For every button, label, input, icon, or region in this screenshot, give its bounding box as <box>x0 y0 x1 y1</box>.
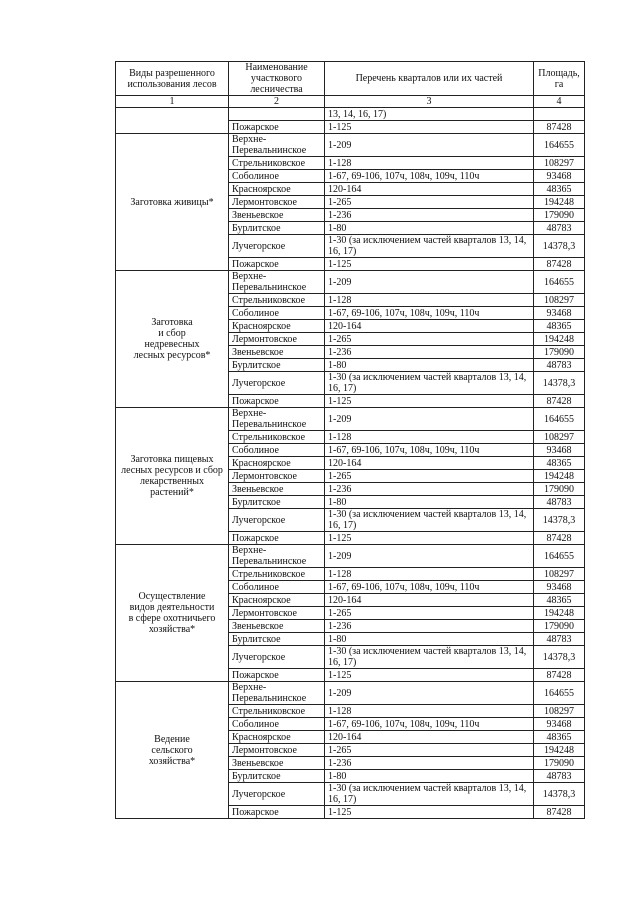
forestry-name-cell: Лермонтовское <box>229 196 325 209</box>
forestry-name-cell: Пожарское <box>229 532 325 545</box>
area-cell: 87428 <box>534 395 585 408</box>
quarters-cell: 13, 14, 16, 17) <box>325 108 534 121</box>
forestry-name-cell: Лучегорское <box>229 235 325 258</box>
table-row <box>116 134 585 157</box>
quarters-cell: 1-80 <box>325 222 534 235</box>
quarters-cell: 1-265 <box>325 196 534 209</box>
quarters-cell: 1-125 <box>325 395 534 408</box>
quarters-cell: 1-67, 69-106, 107ч, 108ч, 109ч, 110ч <box>325 444 534 457</box>
forestry-name-cell: Пожарское <box>229 121 325 134</box>
area-cell: 164655 <box>534 682 585 705</box>
area-cell: 48783 <box>534 633 585 646</box>
area-cell: 48365 <box>534 320 585 333</box>
forestry-name-cell: Звеньевское <box>229 346 325 359</box>
forestry-name-cell: Звеньевское <box>229 209 325 222</box>
area-cell: 194248 <box>534 470 585 483</box>
forestry-name-cell: Верхне-Перевальнинское <box>229 134 325 157</box>
use-type-cell <box>116 108 229 134</box>
area-cell: 48783 <box>534 359 585 372</box>
forestry-name-cell: Стрельниковское <box>229 568 325 581</box>
quarters-cell: 120-164 <box>325 594 534 607</box>
area-cell: 14378,3 <box>534 646 585 669</box>
forestry-name-cell: Красноярское <box>229 594 325 607</box>
header-area: Площадь, га <box>534 62 585 96</box>
quarters-cell: 1-128 <box>325 705 534 718</box>
forestry-name-cell: Стрельниковское <box>229 431 325 444</box>
quarters-cell: 1-125 <box>325 258 534 271</box>
area-cell: 87428 <box>534 121 585 134</box>
area-cell: 48365 <box>534 183 585 196</box>
area-cell: 93468 <box>534 170 585 183</box>
quarters-cell: 1-236 <box>325 757 534 770</box>
area-cell: 194248 <box>534 196 585 209</box>
use-type-label: Ведение сельского хозяйства* <box>148 733 196 767</box>
area-cell: 108297 <box>534 705 585 718</box>
forestry-name-cell: Верхне-Перевальнинское <box>229 408 325 431</box>
forestry-name-cell: Верхне-Перевальнинское <box>229 271 325 294</box>
area-cell: 93468 <box>534 718 585 731</box>
forestry-name-cell: Бурлитское <box>229 496 325 509</box>
table-row <box>116 108 585 121</box>
forestry-name-cell: Стрельниковское <box>229 705 325 718</box>
quarters-cell: 1-125 <box>325 669 534 682</box>
quarters-cell: 1-67, 69-106, 107ч, 108ч, 109ч, 110ч <box>325 307 534 320</box>
column-number: 3 <box>325 96 534 108</box>
area-cell: 164655 <box>534 271 585 294</box>
forestry-name-cell: Бурлитское <box>229 770 325 783</box>
quarters-cell: 1-265 <box>325 744 534 757</box>
header-forestry-name: Наименование участкового лесничества <box>229 62 325 96</box>
quarters-cell: 1-236 <box>325 209 534 222</box>
forestry-name-cell: Соболиное <box>229 170 325 183</box>
area-cell: 87428 <box>534 532 585 545</box>
use-type-label: Заготовка пищевых лесных ресурсов и сбор лекарственных растений* <box>121 454 223 498</box>
header-use-type: Виды разрешенного использования лесов <box>116 62 229 96</box>
quarters-cell: 1-265 <box>325 333 534 346</box>
quarters-cell: 1-125 <box>325 806 534 819</box>
forestry-name-cell: Лермонтовское <box>229 470 325 483</box>
forestry-name-cell: Бурлитское <box>229 359 325 372</box>
area-cell: 48365 <box>534 731 585 744</box>
forestry-name-cell: Соболиное <box>229 581 325 594</box>
table-row <box>116 271 585 294</box>
area-cell: 93468 <box>534 444 585 457</box>
quarters-cell: 120-164 <box>325 731 534 744</box>
area-cell: 194248 <box>534 607 585 620</box>
quarters-cell: 1-67, 69-106, 107ч, 108ч, 109ч, 110ч <box>325 170 534 183</box>
forestry-name-cell: Лермонтовское <box>229 333 325 346</box>
area-cell: 14378,3 <box>534 235 585 258</box>
forestry-name-cell: Бурлитское <box>229 633 325 646</box>
quarters-cell: 1-125 <box>325 532 534 545</box>
area-cell: 108297 <box>534 294 585 307</box>
header-quarters: Перечень кварталов или их частей <box>325 62 534 96</box>
quarters-cell: 1-30 (за исключением частей кварталов 13, 14, 16, 17) <box>325 372 534 395</box>
forestry-name-cell: Бурлитское <box>229 222 325 235</box>
forestry-name-cell: Верхне-Перевальнинское <box>229 682 325 705</box>
forestry-name-cell: Лучегорское <box>229 783 325 806</box>
forestry-name-cell: Лермонтовское <box>229 744 325 757</box>
forestry-name-cell: Соболиное <box>229 307 325 320</box>
forestry-name-cell: Лучегорское <box>229 646 325 669</box>
forestry-name-cell: Соболиное <box>229 444 325 457</box>
forestry-name-cell: Красноярское <box>229 183 325 196</box>
quarters-cell: 1-265 <box>325 470 534 483</box>
forestry-name-cell: Стрельниковское <box>229 157 325 170</box>
column-number: 1 <box>116 96 229 108</box>
area-cell: 179090 <box>534 346 585 359</box>
area-cell: 179090 <box>534 209 585 222</box>
area-cell: 108297 <box>534 157 585 170</box>
quarters-cell: 1-30 (за исключением частей кварталов 13, 14, 16, 17) <box>325 509 534 532</box>
use-type-cell <box>116 408 229 545</box>
forestry-name-cell: Пожарское <box>229 806 325 819</box>
use-type-label: Заготовка и сбор недревесных лесных ресурсов* <box>133 317 211 361</box>
quarters-cell: 1-209 <box>325 545 534 568</box>
quarters-cell: 1-236 <box>325 346 534 359</box>
forestry-name-cell: Лермонтовское <box>229 607 325 620</box>
area-cell: 87428 <box>534 258 585 271</box>
quarters-cell: 1-80 <box>325 770 534 783</box>
area-cell: 48365 <box>534 457 585 470</box>
area-cell: 14378,3 <box>534 372 585 395</box>
area-cell: 179090 <box>534 483 585 496</box>
area-cell: 194248 <box>534 333 585 346</box>
forestry-name-cell: Красноярское <box>229 457 325 470</box>
forestry-name-cell: Пожарское <box>229 258 325 271</box>
use-type-cell <box>116 682 229 819</box>
quarters-cell: 120-164 <box>325 320 534 333</box>
area-cell: 87428 <box>534 806 585 819</box>
quarters-cell: 1-67, 69-106, 107ч, 108ч, 109ч, 110ч <box>325 718 534 731</box>
forestry-name-cell: Звеньевское <box>229 483 325 496</box>
use-type-label: Осуществление видов деятельности в сфере охотничьего хозяйства* <box>128 591 216 635</box>
forestry-name-cell: Пожарское <box>229 395 325 408</box>
forestry-name-cell: Звеньевское <box>229 620 325 633</box>
area-cell: 14378,3 <box>534 509 585 532</box>
quarters-cell: 1-209 <box>325 134 534 157</box>
quarters-cell: 1-30 (за исключением частей кварталов 13, 14, 16, 17) <box>325 646 534 669</box>
quarters-cell: 120-164 <box>325 457 534 470</box>
area-cell: 93468 <box>534 307 585 320</box>
quarters-cell: 1-209 <box>325 408 534 431</box>
forestry-name-cell: Лучегорское <box>229 372 325 395</box>
area-cell: 164655 <box>534 545 585 568</box>
column-numbers-row <box>116 96 585 108</box>
forestry-name-cell: Стрельниковское <box>229 294 325 307</box>
column-number: 2 <box>229 96 325 108</box>
area-cell: 48365 <box>534 594 585 607</box>
area-cell: 164655 <box>534 408 585 431</box>
use-type-cell <box>116 134 229 271</box>
quarters-cell: 120-164 <box>325 183 534 196</box>
area-cell: 179090 <box>534 757 585 770</box>
forestry-name-cell: Звеньевское <box>229 757 325 770</box>
area-cell: 194248 <box>534 744 585 757</box>
forestry-name-cell: Красноярское <box>229 731 325 744</box>
forestry-name-cell: Красноярское <box>229 320 325 333</box>
quarters-cell: 1-265 <box>325 607 534 620</box>
forestry-name-cell: Пожарское <box>229 669 325 682</box>
quarters-cell: 1-128 <box>325 157 534 170</box>
quarters-cell: 1-67, 69-106, 107ч, 108ч, 109ч, 110ч <box>325 581 534 594</box>
area-cell: 108297 <box>534 431 585 444</box>
forestry-name-cell <box>229 108 325 121</box>
quarters-cell: 1-80 <box>325 633 534 646</box>
area-cell: 108297 <box>534 568 585 581</box>
forest-use-table <box>115 61 585 819</box>
column-number: 4 <box>534 96 585 108</box>
area-cell: 164655 <box>534 134 585 157</box>
quarters-cell: 1-209 <box>325 682 534 705</box>
area-cell: 48783 <box>534 222 585 235</box>
forestry-name-cell: Соболиное <box>229 718 325 731</box>
use-type-cell <box>116 545 229 682</box>
quarters-cell: 1-128 <box>325 568 534 581</box>
quarters-cell: 1-30 (за исключением частей кварталов 13, 14, 16, 17) <box>325 783 534 806</box>
quarters-cell: 1-236 <box>325 620 534 633</box>
area-cell: 179090 <box>534 620 585 633</box>
table-row <box>116 408 585 431</box>
area-cell: 48783 <box>534 770 585 783</box>
quarters-cell: 1-125 <box>325 121 534 134</box>
forestry-name-cell: Верхне-Перевальнинское <box>229 545 325 568</box>
table-body <box>116 62 585 819</box>
forestry-name-cell: Лучегорское <box>229 509 325 532</box>
area-cell: 87428 <box>534 669 585 682</box>
quarters-cell: 1-128 <box>325 431 534 444</box>
quarters-cell: 1-80 <box>325 359 534 372</box>
quarters-cell: 1-209 <box>325 271 534 294</box>
use-type-label: Заготовка живицы* <box>130 196 214 208</box>
quarters-cell: 1-80 <box>325 496 534 509</box>
area-cell: 93468 <box>534 581 585 594</box>
table-row <box>116 682 585 705</box>
area-cell: 14378,3 <box>534 783 585 806</box>
table-row <box>116 545 585 568</box>
area-cell: 48783 <box>534 496 585 509</box>
quarters-cell: 1-30 (за исключением частей кварталов 13, 14, 16, 17) <box>325 235 534 258</box>
quarters-cell: 1-128 <box>325 294 534 307</box>
area-cell <box>534 108 585 121</box>
table-header-row <box>116 62 585 96</box>
use-type-cell <box>116 271 229 408</box>
quarters-cell: 1-236 <box>325 483 534 496</box>
